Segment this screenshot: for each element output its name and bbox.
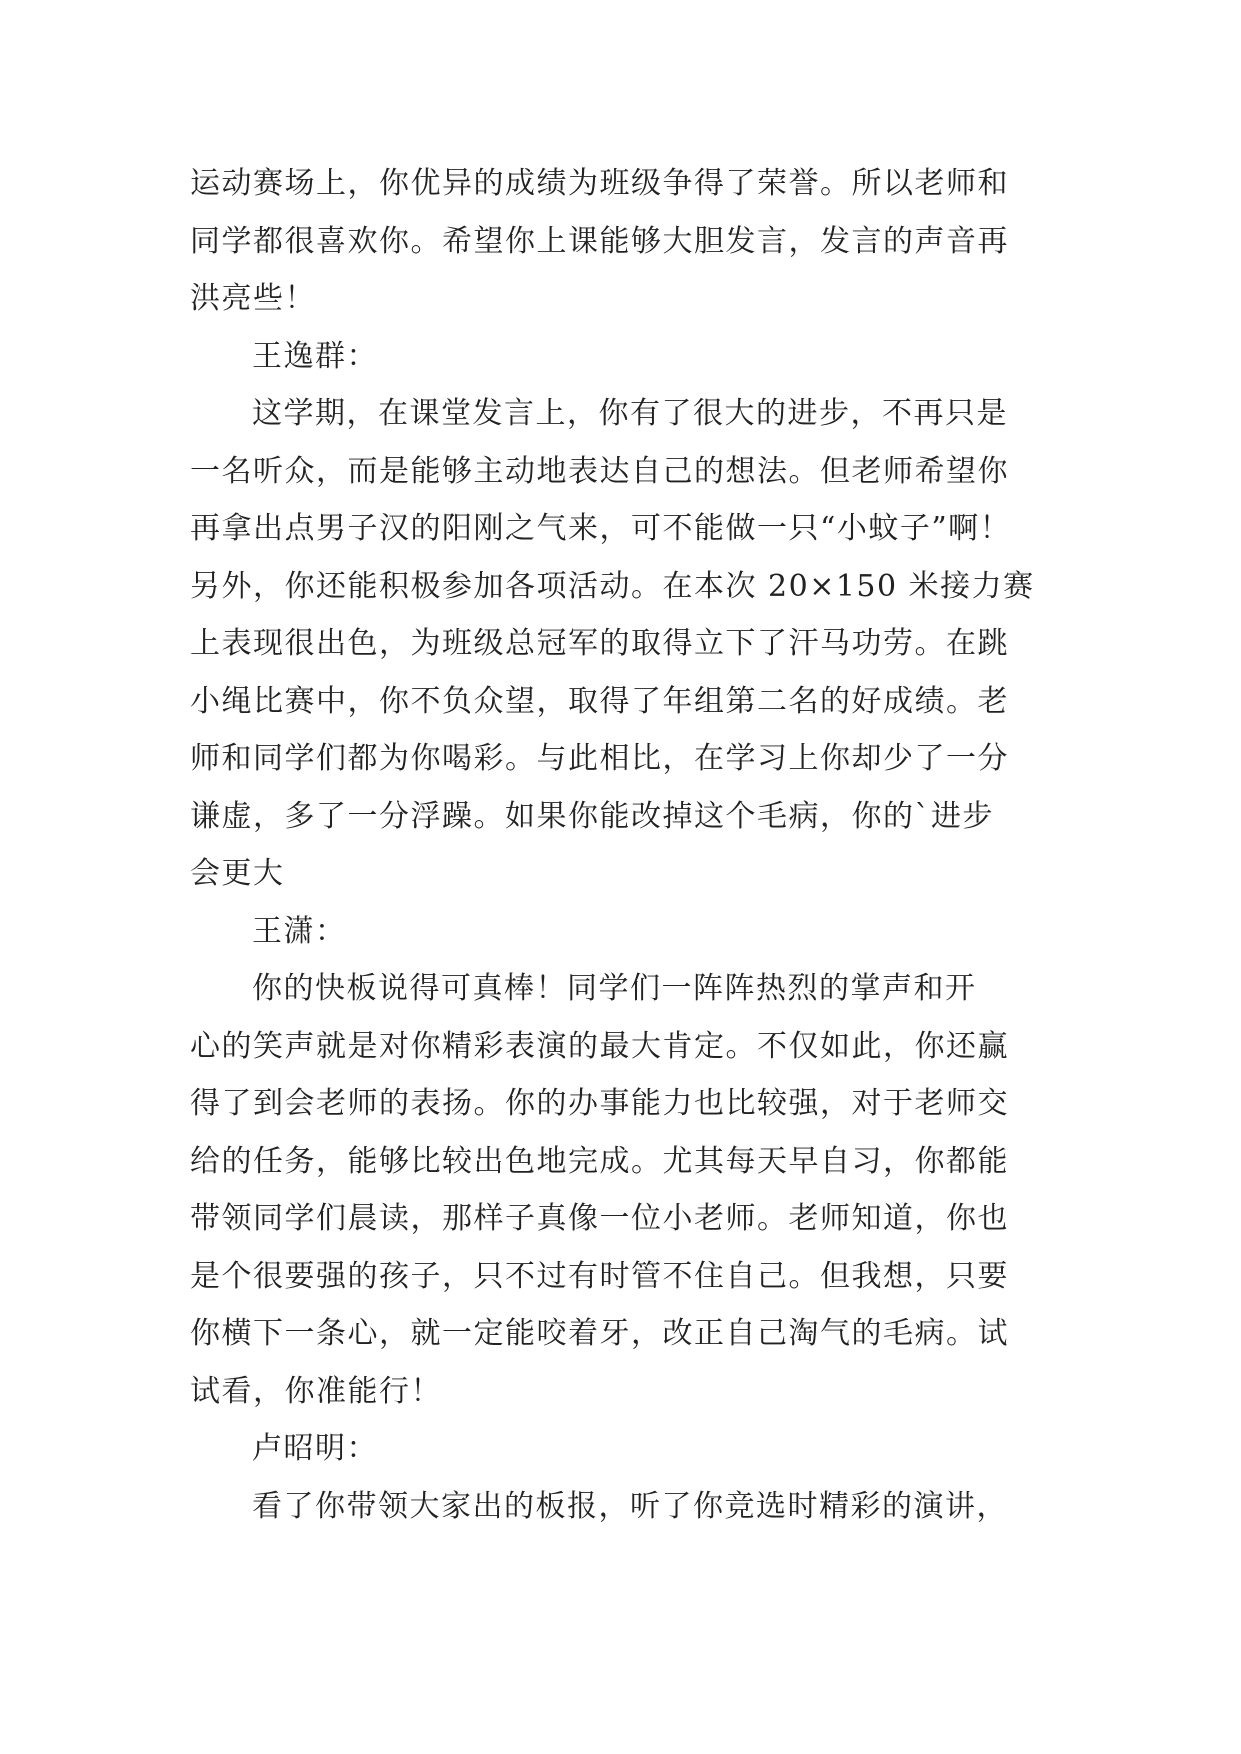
text-line: 得了到会老师的表扬。你的办事能力也比较强，对于老师交 xyxy=(190,1086,1009,1121)
text-line: 会更大 xyxy=(190,856,285,891)
paragraph-first-line: 看了你带领大家出的板报，听了你竞选时精彩的演讲， xyxy=(252,1488,1008,1524)
student-name-heading: 王逸群： xyxy=(252,338,378,374)
paragraph-first-line: 你的快板说得可真棒！同学们一阵阵热烈的掌声和开 xyxy=(252,971,977,1006)
document-body xyxy=(190,155,1052,1535)
text-line: 是个很要强的孩子，只不过有时管不住自己。但我想，只要 xyxy=(190,1258,1009,1294)
text-line: 另外，你还能积极参加各项活动。在本次 20×150 米接力赛 xyxy=(190,568,1035,604)
student-name-heading: 卢昭明： xyxy=(252,1431,378,1466)
text-line: 洪亮些！ xyxy=(190,281,316,316)
text-line: 带领同学们晨读，那样子真像一位小老师。老师知道，你也 xyxy=(190,1201,1009,1236)
text-line: 小绳比赛中，你不负众望，取得了年组第二名的好成绩。老 xyxy=(190,683,1009,719)
text-line: 一名听众，而是能够主动地表达自己的想法。但老师希望你 xyxy=(190,453,1009,489)
text-line: 心的笑声就是对你精彩表演的最大肯定。不仅如此，你还赢 xyxy=(190,1028,1009,1064)
text-line: 师和同学们都为你喝彩。与此相比，在学习上你却少了一分 xyxy=(190,741,1009,776)
text-line: 上表现很出色，为班级总冠军的取得立下了汗马功劳。在跳 xyxy=(190,626,1009,661)
text-line: 同学都很喜欢你。希望你上课能够大胆发言，发言的声音再 xyxy=(190,223,1009,259)
text-line: 试看，你准能行！ xyxy=(190,1373,442,1409)
text-line: 你横下一条心，就一定能咬着牙，改正自己淘气的毛病。试 xyxy=(190,1316,1009,1351)
text-line: 给的任务，能够比较出色地完成。尤其每天早自习，你都能 xyxy=(190,1143,1009,1179)
paragraph-first-line: 这学期，在课堂发言上，你有了很大的进步，不再只是 xyxy=(252,396,1008,431)
text-line: 运动赛场上，你优异的成绩为班级争得了荣誉。所以老师和 xyxy=(190,166,1009,201)
text-line: 谦虚，多了一分浮躁。如果你能改掉这个毛病，你的`进步 xyxy=(190,798,994,834)
text-line: 再拿出点男子汉的阳刚之气来，可不能做一只“小蚊子”啊！ xyxy=(190,511,1012,546)
student-name-heading: 王潇： xyxy=(252,913,347,949)
